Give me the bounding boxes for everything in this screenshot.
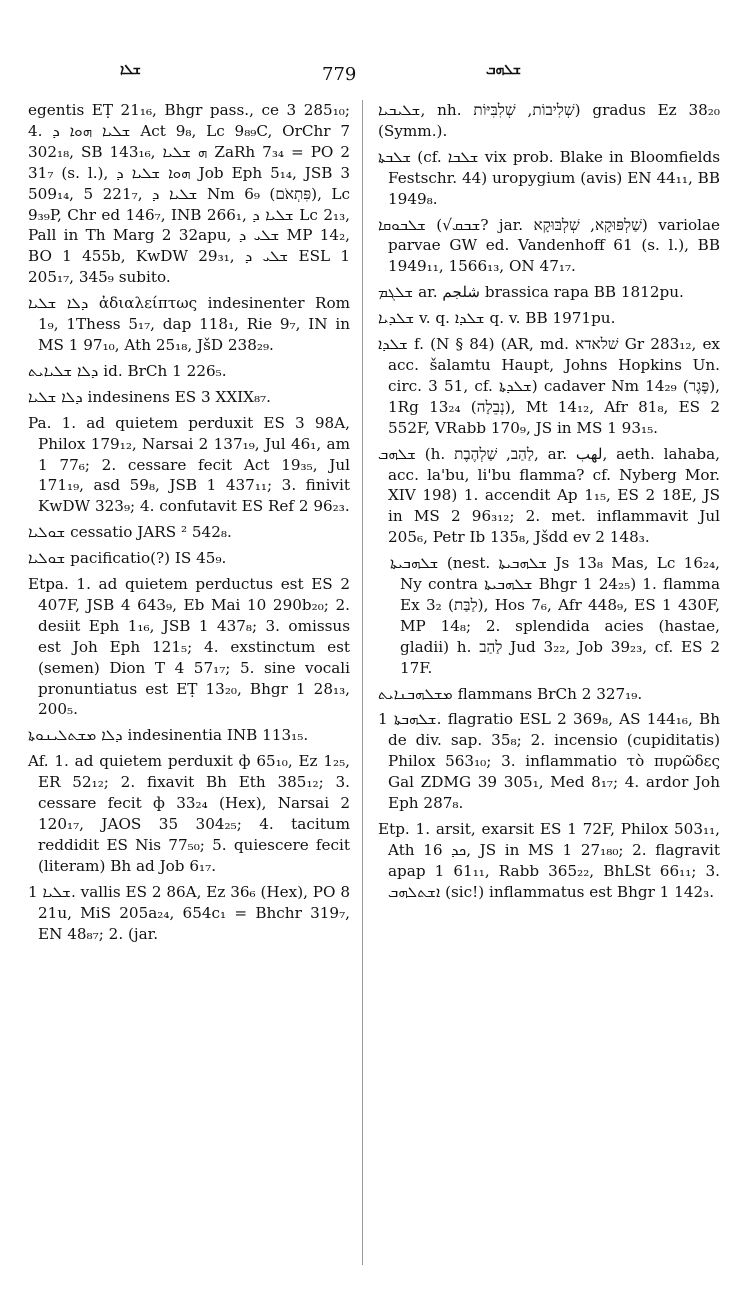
dictionary-entry: ܫܠܗܒܬܐ 1. flagratio ESL 2 369₈, AS 144₁₆, Bh de div. sap. 35₈; 2. incensio (cupiditatis) Philox 563₁₀; 3. inflammatio τὸ πυρῶδες Gal ZDMG 39 305₁, Med 8₁₇; 4. ardor Joh Eph 287₈. <box>378 710 720 813</box>
dictionary-entry: ܫܠܕܐ f. (N § 84) (AR, md. שׁלאדא Gr 283₁₂, ex acc. šalamtu Haupt, Johns Hopkins Un. circ. 3 51, cf. ܫܠܕܬܐ) cadaver Nm 14₂₉ (פֶּגֶר), 1Rg 13₂₄ (נְבֵלָה), Mt 14₁₂, Afr 81₈, ES 2 552F, VRabb 170₉, JS in MS 1 93₁₅. <box>378 335 720 437</box>
dictionary-entry: ܫܠܒܘܩܐ (√ܫܒܩ? jar. שַׁלְפּוּקָא, שְׁלְבּוּקָא) variolae parvae GW ed. Vandenhoff 61 (s. l.), BB 1949₁₁, 1566₁₃, ON 47₁₇. <box>378 215 720 276</box>
column-divider <box>362 100 363 1265</box>
dictionary-entry: ܡܫܠܗܒܢܐܝܬ flammans BrCh 2 327₁₉. <box>378 684 643 703</box>
dictionary-entry: ܫܘܠܝܐ pacificatio(?) IS 45₉. <box>28 549 227 568</box>
page-number: 779 <box>322 64 357 85</box>
dictionary-entry: ܫܠܓܡ ar. شلجم brassica rapa BB 1812pu. <box>378 283 684 302</box>
dictionary-entry: ܫܠܒܬܐ (cf. ܫܠܒܐ vix prob. Blake in Bloomfields Festschr. 44) uropygium (avis) EN 44₁₁, BB 1949₈. <box>378 147 720 208</box>
dictionary-entry: ܫܠܗܒܝܬܐ (nest. ܫܠܗܒܝܬܐ Js 13₈ Mas, Lc 16₂₄, Ny contra ܫܠܗܒܝܬܐ Bhgr 1 24₂₅) 1. flamma Ex 3₂ (לַבַּת), Hos 7₆, Afr 448₉, ES 1 430F, MP 14₈; 2. splendida acies (hastae, gladii) h. לַהַב Jud 3₂₂, Job 39₂₃, cf. ES 2 17F. <box>390 554 721 677</box>
running-headword-left: ܫܠܐ <box>120 62 141 78</box>
left-column <box>28 100 350 949</box>
dictionary-entry: ܫܘܠܝܐ cessatio JARS ² 542₈. <box>28 523 232 542</box>
running-headword-right: ܫܠܗܒ <box>486 62 521 78</box>
dictionary-entry: ܫܠܕܝܐ v. q. ܫܠܕܐ q. v. BB 1971pu. <box>378 309 616 328</box>
dictionary-entry: ܕܠܐ ܫܠܝܐܝܬ id. BrCh 1 226₅. <box>28 361 227 380</box>
dictionary-entry: ܫܠܗܒ (h. לַהַב, שַׁלְהֶבֶת, ar. لهب, aeth. lahaba, acc. la'bu, li'bu flamma? cf. Nyberg Mor. XIV 198) 1. accendit Ap 1₁₅, ES 2 18E, JS in MS 2 96₃₁₂; 2. met. inflammavit Jul 205₆, Petr Ib 135₈, Jšdd ev 2 148₃. <box>378 444 720 547</box>
dictionary-entry: ܫܠܝܐ 1. vallis ES 2 86A, Ez 36₆ (Hex), PO 8 21u, MiS 205a₂₄, 654c₁ = Bhchr 319₇, EN 48₈₇; 2. (jar. <box>28 882 350 943</box>
dictionary-entry: egentis EṬ 21₁₆, Bhgr pass., ce 3 285₁₀; 4. ܫܠܝܐ ܗܘܐ ܕ Act 9₈, Lc 9₈₉C, OrChr 7 302₁₈, SB 143₁₆, ܗ ܫܠܝܐ ZaRh 7₃₄ = PO 2 31₇ (s. l.), ܗܘܐ ܫܠܝܐ ܕ Job Eph 5₁₄, JSB 3 509₁₄, 5 221₇, ܫܠܝܐ ܕ Nm 6₉ (פִּתְאֹם), Lc 9₃₉P, Chr ed 146₇, INB 266₁, ܫܠܝܐ ܕ Lc 2₁₃, Pall in Th Marg 2 32apu, ܫܠܝ ܕ MP 14₂, BO 1 455b, KwDW 29₃₁, ܫܠܝ ܕ ESL 1 205₁₇, 345₉ subito. <box>28 101 351 287</box>
page-header <box>0 62 750 92</box>
dictionary-entry: ܕܠܐ ܡܫܬܠܝܢܘܬܐ indesinentia INB 113₁₅. <box>28 726 309 745</box>
dictionary-entry: Etpa. 1. ad quietem perductus est ES 2 407F, JSB 4 643₉, Eb Mai 10 290b₂₀; 2. desiit Eph 1₁₆, JSB 1 437₈; 3. omissus est Joh Eph 121₅; 4. exstinctum est (semen) Dion T 4 57₁₇; 5. sine vocali pronuntiatus est EṬ 13₂₀, Bhgr 1 28₁₃, 200₅. <box>28 575 350 719</box>
dictionary-entry: ܕܠܐ ܫܠܝܐ ἀδιαλείπτως indesinenter Rom 1₉, 1Thess 5₁₇, dap 118₁, Rie 9₇, IN in MS 1 97₁₀, Ath 25₁₈, JšD 238₂₉. <box>28 294 350 354</box>
dictionary-entry: Pa. 1. ad quietem perduxit ES 3 98A, Philox 179₁₂, Narsai 2 137₁₉, Jul 46₁, am 1 77₆; 2. cessare fecit Act 19₃₅, Jul 171₁₉, asd 59₈, JSB 1 437₁₁; 3. finivit KwDW 323₉; 4. confutavit ES Ref 2 96₂₃. <box>28 413 350 516</box>
dictionary-entry: Etp. 1. arsit, exarsit ES 1 72F, Philox 503₁₁, Ath ܟܕ 16, JS in MS 1 27₁₈₀; 2. flagravit apap 1 61₁₁, Rabb 365₂₂, BhLSt 66₁₁; 3. ܐܫܬܠܗܒ (sic!) inflammatus est Bhgr 1 142₃. <box>378 820 720 901</box>
dictionary-entry: ܕܠܐ ܫܠܝܐ indesinens ES 3 XXIX₈₇. <box>28 387 271 406</box>
dictionary-entry: ܫܠܝܒܝܐ, nh. שְׁלִיבוֹת, שְׁלִבִּיּוֹת) gradus Ez 38₂₀ (Symm.). <box>378 101 720 140</box>
dictionary-entry: Af. 1. ad quietem perduxit ф 65₁₀, Ez 1₂₅, ER 52₁₂; 2. fixavit Bh Eth 385₁₂; 3. cessare fecit ф 33₂₄ (Hex), Narsai 2 120₁₇, JAOS 35 304₂₅; 4. tacitum reddidit ES Nis 77₅₀; 5. quiescere fecit (literam) Bh ad Job 6₁₇. <box>28 752 350 875</box>
right-column <box>378 100 720 908</box>
